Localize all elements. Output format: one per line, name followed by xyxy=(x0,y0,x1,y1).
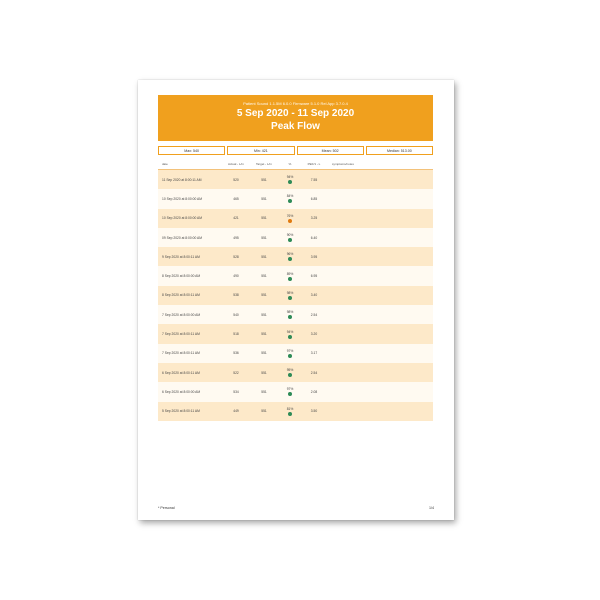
row-actual xyxy=(222,197,250,201)
status-dot-icon xyxy=(288,277,292,281)
row-actual-text: 520 xyxy=(233,177,239,182)
col-date: date xyxy=(162,162,168,166)
row-actual-text: 522 xyxy=(233,370,239,375)
row-date xyxy=(158,409,222,413)
status-dot-icon xyxy=(288,354,292,358)
status-dot-icon xyxy=(288,392,292,396)
row-percent-text: 96% xyxy=(286,252,294,257)
row-percent-text: 95% xyxy=(286,368,294,373)
status-dot-icon xyxy=(288,412,292,416)
row-pef xyxy=(302,332,326,336)
row-actual xyxy=(222,236,250,240)
table-row xyxy=(158,344,433,363)
row-date xyxy=(158,390,222,394)
row-date-text: 8 Sep 2020 at 8:00:11 AM xyxy=(162,293,200,298)
row-pef-text: 3.95 xyxy=(310,254,318,259)
row-pef xyxy=(302,255,326,259)
row-actual-text: 540 xyxy=(233,312,239,317)
row-actual-text: 495 xyxy=(233,235,239,240)
row-actual-text: 421 xyxy=(233,216,239,221)
row-date xyxy=(158,274,222,278)
row-percent-text: 97% xyxy=(286,387,294,392)
row-actual xyxy=(222,409,250,413)
status-dot-icon xyxy=(288,373,292,377)
row-actual-text: 518 xyxy=(233,332,239,337)
row-pef-text: 3.50 xyxy=(310,409,318,414)
row-pef-text: 3.25 xyxy=(310,216,318,221)
report-page xyxy=(138,80,454,520)
row-pef-text: 3.40 xyxy=(310,293,318,298)
table-row xyxy=(158,382,433,401)
row-actual xyxy=(222,216,250,220)
row-date xyxy=(158,178,222,182)
row-target-text: 551 xyxy=(261,235,267,240)
row-actual xyxy=(222,293,250,297)
row-pef xyxy=(302,390,326,394)
table-body xyxy=(158,170,433,421)
stat-max: Max: 540 xyxy=(158,146,225,155)
row-pef-text: 3.17 xyxy=(310,351,318,356)
row-date xyxy=(158,351,222,355)
row-pef-text: 6.40 xyxy=(310,235,318,240)
row-target xyxy=(250,313,278,317)
row-percent xyxy=(278,310,302,319)
row-percent-text: 94% xyxy=(286,329,294,334)
row-date xyxy=(158,332,222,336)
row-percent xyxy=(278,387,302,396)
row-target-text: 551 xyxy=(261,332,267,337)
row-actual xyxy=(222,313,250,317)
col-percent: % xyxy=(288,162,292,166)
row-percent-text: 98% xyxy=(286,310,294,315)
row-date-text: 6 Sep 2020 at 8:00:11 AM xyxy=(162,370,200,375)
row-date-text: 8 Sep 2020 at 8:00:00 AM xyxy=(162,274,201,279)
row-target xyxy=(250,409,278,413)
row-date-text: 7 Sep 2020 at 8:00:11 AM xyxy=(162,332,200,337)
row-date-text: 5 Sep 2020 at 8:00:11 AM xyxy=(162,409,200,414)
row-target xyxy=(250,216,278,220)
row-date xyxy=(158,236,222,240)
device-info: Patient Sound 1.1.5M 6.0.0 Firmware 5.1.0 Rel App 3.7.0.4 xyxy=(243,101,348,106)
row-target-text: 551 xyxy=(261,293,267,298)
stat-mean: Mean: 502 xyxy=(297,146,364,155)
row-date-text: 7 Sep 2020 at 8:00:00 AM xyxy=(162,312,201,317)
row-target xyxy=(250,255,278,259)
col-pef: PEF/1 - L xyxy=(307,162,321,166)
row-actual-text: 538 xyxy=(233,293,239,298)
readings-table xyxy=(158,159,433,421)
row-date-text: 10 Sep 2020 at 8:00:00 AM xyxy=(162,216,202,221)
row-percent xyxy=(278,330,302,339)
status-dot-icon xyxy=(288,257,292,261)
row-percent-text: 94% xyxy=(286,175,294,180)
row-date-text: 09 Sep 2020 at 8:00:00 AM xyxy=(162,235,202,240)
row-date xyxy=(158,293,222,297)
row-actual-text: 465 xyxy=(233,196,239,201)
status-dot-icon xyxy=(288,315,292,319)
row-pef-text: 6.95 xyxy=(310,274,318,279)
row-actual-text: 490 xyxy=(233,274,239,279)
row-pef xyxy=(302,371,326,375)
row-actual-text: 449 xyxy=(233,409,239,414)
table-row xyxy=(158,266,433,285)
row-date xyxy=(158,255,222,259)
row-actual xyxy=(222,255,250,259)
row-pef xyxy=(302,313,326,317)
status-dot-icon xyxy=(288,219,292,223)
row-target-text: 551 xyxy=(261,389,267,394)
row-percent-text: 89% xyxy=(286,271,294,276)
status-dot-icon xyxy=(288,199,292,203)
row-actual-text: 528 xyxy=(233,254,239,259)
row-actual xyxy=(222,351,250,355)
col-actual: Actual - L/m xyxy=(227,162,244,166)
table-header xyxy=(158,159,433,170)
row-target-text: 551 xyxy=(261,216,267,221)
table-row xyxy=(158,402,433,421)
row-percent-text: 81% xyxy=(286,406,294,411)
row-pef-text: 2.54 xyxy=(310,370,318,375)
row-pef xyxy=(302,178,326,182)
row-target xyxy=(250,371,278,375)
row-percent xyxy=(278,349,302,358)
row-target-text: 551 xyxy=(261,254,267,259)
row-pef xyxy=(302,236,326,240)
footer-label: * Personal xyxy=(158,506,175,510)
row-pef xyxy=(302,293,326,297)
row-target-text: 551 xyxy=(261,274,267,279)
table-row xyxy=(158,305,433,324)
row-date-text: 6 Sep 2020 at 8:00:00 AM xyxy=(162,389,201,394)
row-percent xyxy=(278,291,302,300)
row-percent xyxy=(278,407,302,416)
row-pef xyxy=(302,409,326,413)
table-row xyxy=(158,324,433,343)
stat-min: Min: 421 xyxy=(227,146,294,155)
table-row xyxy=(158,228,433,247)
row-date xyxy=(158,313,222,317)
table-row xyxy=(158,189,433,208)
status-dot-icon xyxy=(288,296,292,300)
stat-median: Median: 513.00 xyxy=(366,146,433,155)
table-row xyxy=(158,247,433,266)
row-target xyxy=(250,274,278,278)
row-actual xyxy=(222,178,250,182)
row-target xyxy=(250,351,278,355)
row-percent-text: 98% xyxy=(286,290,294,295)
table-row xyxy=(158,286,433,305)
row-date-text: 9 Sep 2020 at 8:00:11 AM xyxy=(162,254,200,259)
row-target xyxy=(250,293,278,297)
col-target: Target - L/m xyxy=(255,162,272,166)
row-target-text: 551 xyxy=(261,312,267,317)
row-pef xyxy=(302,274,326,278)
row-target-text: 551 xyxy=(261,351,267,356)
row-actual xyxy=(222,390,250,394)
row-percent xyxy=(278,194,302,203)
row-target-text: 551 xyxy=(261,177,267,182)
row-pef-text: 7.55 xyxy=(310,177,318,182)
row-target xyxy=(250,390,278,394)
row-date xyxy=(158,371,222,375)
table-row xyxy=(158,209,433,228)
row-target-text: 551 xyxy=(261,370,267,375)
status-dot-icon xyxy=(288,180,292,184)
row-percent xyxy=(278,233,302,242)
stats-bar xyxy=(158,146,433,155)
status-dot-icon xyxy=(288,238,292,242)
row-percent-text: 97% xyxy=(286,348,294,353)
row-percent-text: 84% xyxy=(286,194,294,199)
row-date xyxy=(158,216,222,220)
report-header xyxy=(158,95,433,141)
row-target xyxy=(250,178,278,182)
row-actual xyxy=(222,274,250,278)
row-pef-text: 6.85 xyxy=(310,196,318,201)
report-type-title: Peak Flow xyxy=(271,121,320,132)
row-target-text: 551 xyxy=(261,196,267,201)
row-pef-text: 3.20 xyxy=(310,332,318,337)
page-number: 1/4 xyxy=(429,506,434,510)
row-pef-text: 2.54 xyxy=(310,312,318,317)
row-date-text: 11 Sep 2020 at 8:00:11 AM xyxy=(162,177,202,182)
row-pef xyxy=(302,351,326,355)
row-percent xyxy=(278,175,302,184)
row-percent xyxy=(278,272,302,281)
row-actual-text: 536 xyxy=(233,351,239,356)
row-target xyxy=(250,197,278,201)
row-date-text: 10 Sep 2020 at 8:00:00 AM xyxy=(162,196,202,201)
row-percent xyxy=(278,214,302,223)
row-actual-text: 534 xyxy=(233,389,239,394)
row-actual xyxy=(222,371,250,375)
row-target-text: 551 xyxy=(261,409,267,414)
row-percent-text: 90% xyxy=(286,233,294,238)
row-pef-text: 2.08 xyxy=(310,389,318,394)
col-symptoms: symptoms/notes xyxy=(332,162,354,166)
table-row xyxy=(158,363,433,382)
table-row xyxy=(158,170,433,189)
row-actual xyxy=(222,332,250,336)
row-pef xyxy=(302,197,326,201)
row-date-text: 7 Sep 2020 at 8:00:11 AM xyxy=(162,351,200,356)
status-dot-icon xyxy=(288,335,292,339)
row-percent xyxy=(278,368,302,377)
row-target xyxy=(250,332,278,336)
date-range-title: 5 Sep 2020 - 11 Sep 2020 xyxy=(236,108,355,119)
row-date xyxy=(158,197,222,201)
row-percent-text: 76% xyxy=(286,213,294,218)
row-percent xyxy=(278,252,302,261)
row-target xyxy=(250,236,278,240)
row-pef xyxy=(302,216,326,220)
